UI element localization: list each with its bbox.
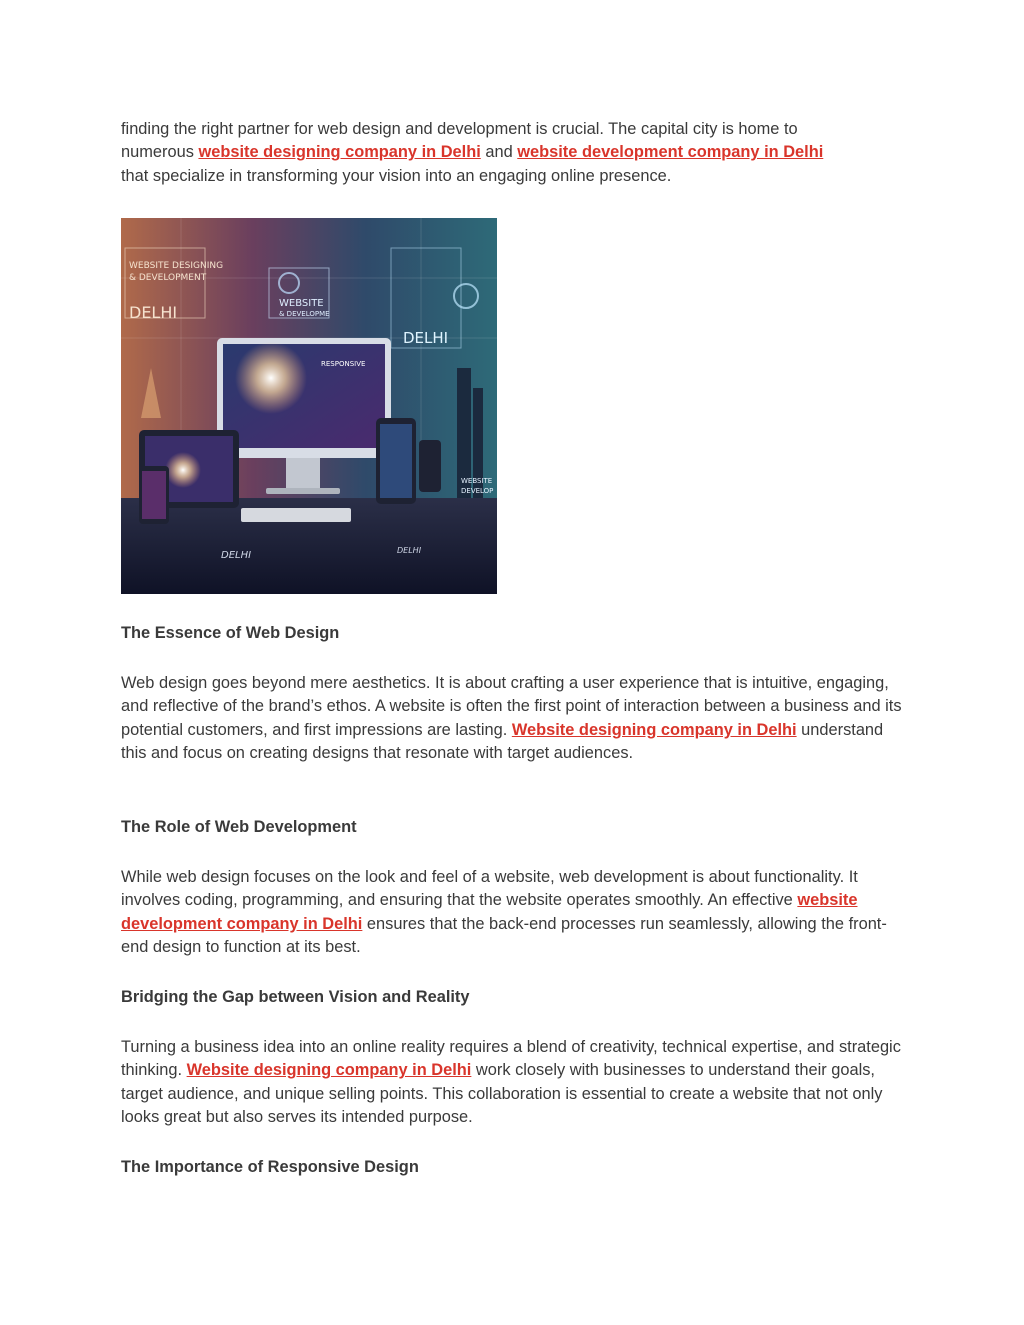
intro-text-3: and <box>480 143 518 162</box>
svg-text:DELHI: DELHI <box>221 550 252 561</box>
section-essence-body <box>121 672 911 766</box>
svg-text:& DEVELOPME: & DEVELOPME <box>279 310 330 318</box>
paragraph-text: understand this and focus on creating designs that resonate with target audiences. <box>121 720 884 763</box>
section-bridging <box>121 986 911 1009</box>
section-bridging-body <box>121 1036 911 1130</box>
website-designing-link[interactable]: Website designing company in Delhi <box>186 1061 472 1080</box>
svg-text:RESPONSIVE: RESPONSIVE <box>321 360 366 368</box>
svg-text:WEBSITE DESIGNING: WEBSITE DESIGNING <box>129 261 224 271</box>
intro-text-2: numerous <box>121 143 199 162</box>
website-development-link[interactable]: website development company in Delhi <box>121 891 858 933</box>
intro-text-4: that specialize in transforming your vision into an engaging online presence. <box>121 166 672 185</box>
svg-text:DELHI: DELHI <box>129 303 178 322</box>
paragraph-text: Turning a business idea into an online reality requires a blend of creativity, technical expertise, and strategic thinking. <box>121 1038 901 1080</box>
intro-text-1: finding the right partner for web design and development is crucial. The capital city is home to <box>121 120 798 138</box>
section-heading: The Essence of Web Design <box>121 624 340 642</box>
website-designing-link[interactable]: website designing company in Delhi <box>198 143 481 162</box>
svg-text:DEVELOP: DEVELOP <box>461 487 494 495</box>
section-essence <box>121 622 911 645</box>
section-heading: Bridging the Gap between Vision and Reality <box>121 988 470 1006</box>
svg-text:WEBSITE: WEBSITE <box>279 298 324 309</box>
paragraph-text: While web design focuses on the look and feel of a website, web development is about functionality. It involves coding, programming, and ensuring that the website operates smoothly. An effective <box>121 868 858 910</box>
section-role-body <box>121 866 911 960</box>
section-responsive <box>121 1156 911 1179</box>
paragraph-text: work closely with businesses to understand their goals, target audience, and unique selling points. This collaboration is essential to create a website that not only looks great but also serves its intended purpose. <box>121 1061 883 1127</box>
svg-text:& DEVELOPMENT: & DEVELOPMENT <box>129 273 207 283</box>
svg-text:DELHI: DELHI <box>397 546 422 555</box>
section-role <box>121 816 911 839</box>
intro-paragraph <box>121 118 911 188</box>
paragraph-text: Web design goes beyond mere aesthetics. It is about crafting a user experience that is intuitive, engaging, and reflective of the brand’s ethos. A website is often the first point of interaction between a business and its potential customers, and first impressions are lasting. <box>121 674 902 739</box>
website-development-link[interactable]: website development company in Delhi <box>517 143 824 162</box>
svg-text:DELHI: DELHI <box>403 329 449 347</box>
svg-text:WEBSITE: WEBSITE <box>461 477 493 485</box>
web-design-illustration <box>121 218 497 594</box>
website-designing-link[interactable]: Website designing company in Delhi <box>511 720 797 739</box>
paragraph-text: ensures that the back-end processes run seamlessly, allowing the front-end design to function at its best. <box>121 914 887 957</box>
section-heading: The Importance of Responsive Design <box>121 1158 419 1176</box>
section-heading: The Role of Web Development <box>121 818 357 836</box>
